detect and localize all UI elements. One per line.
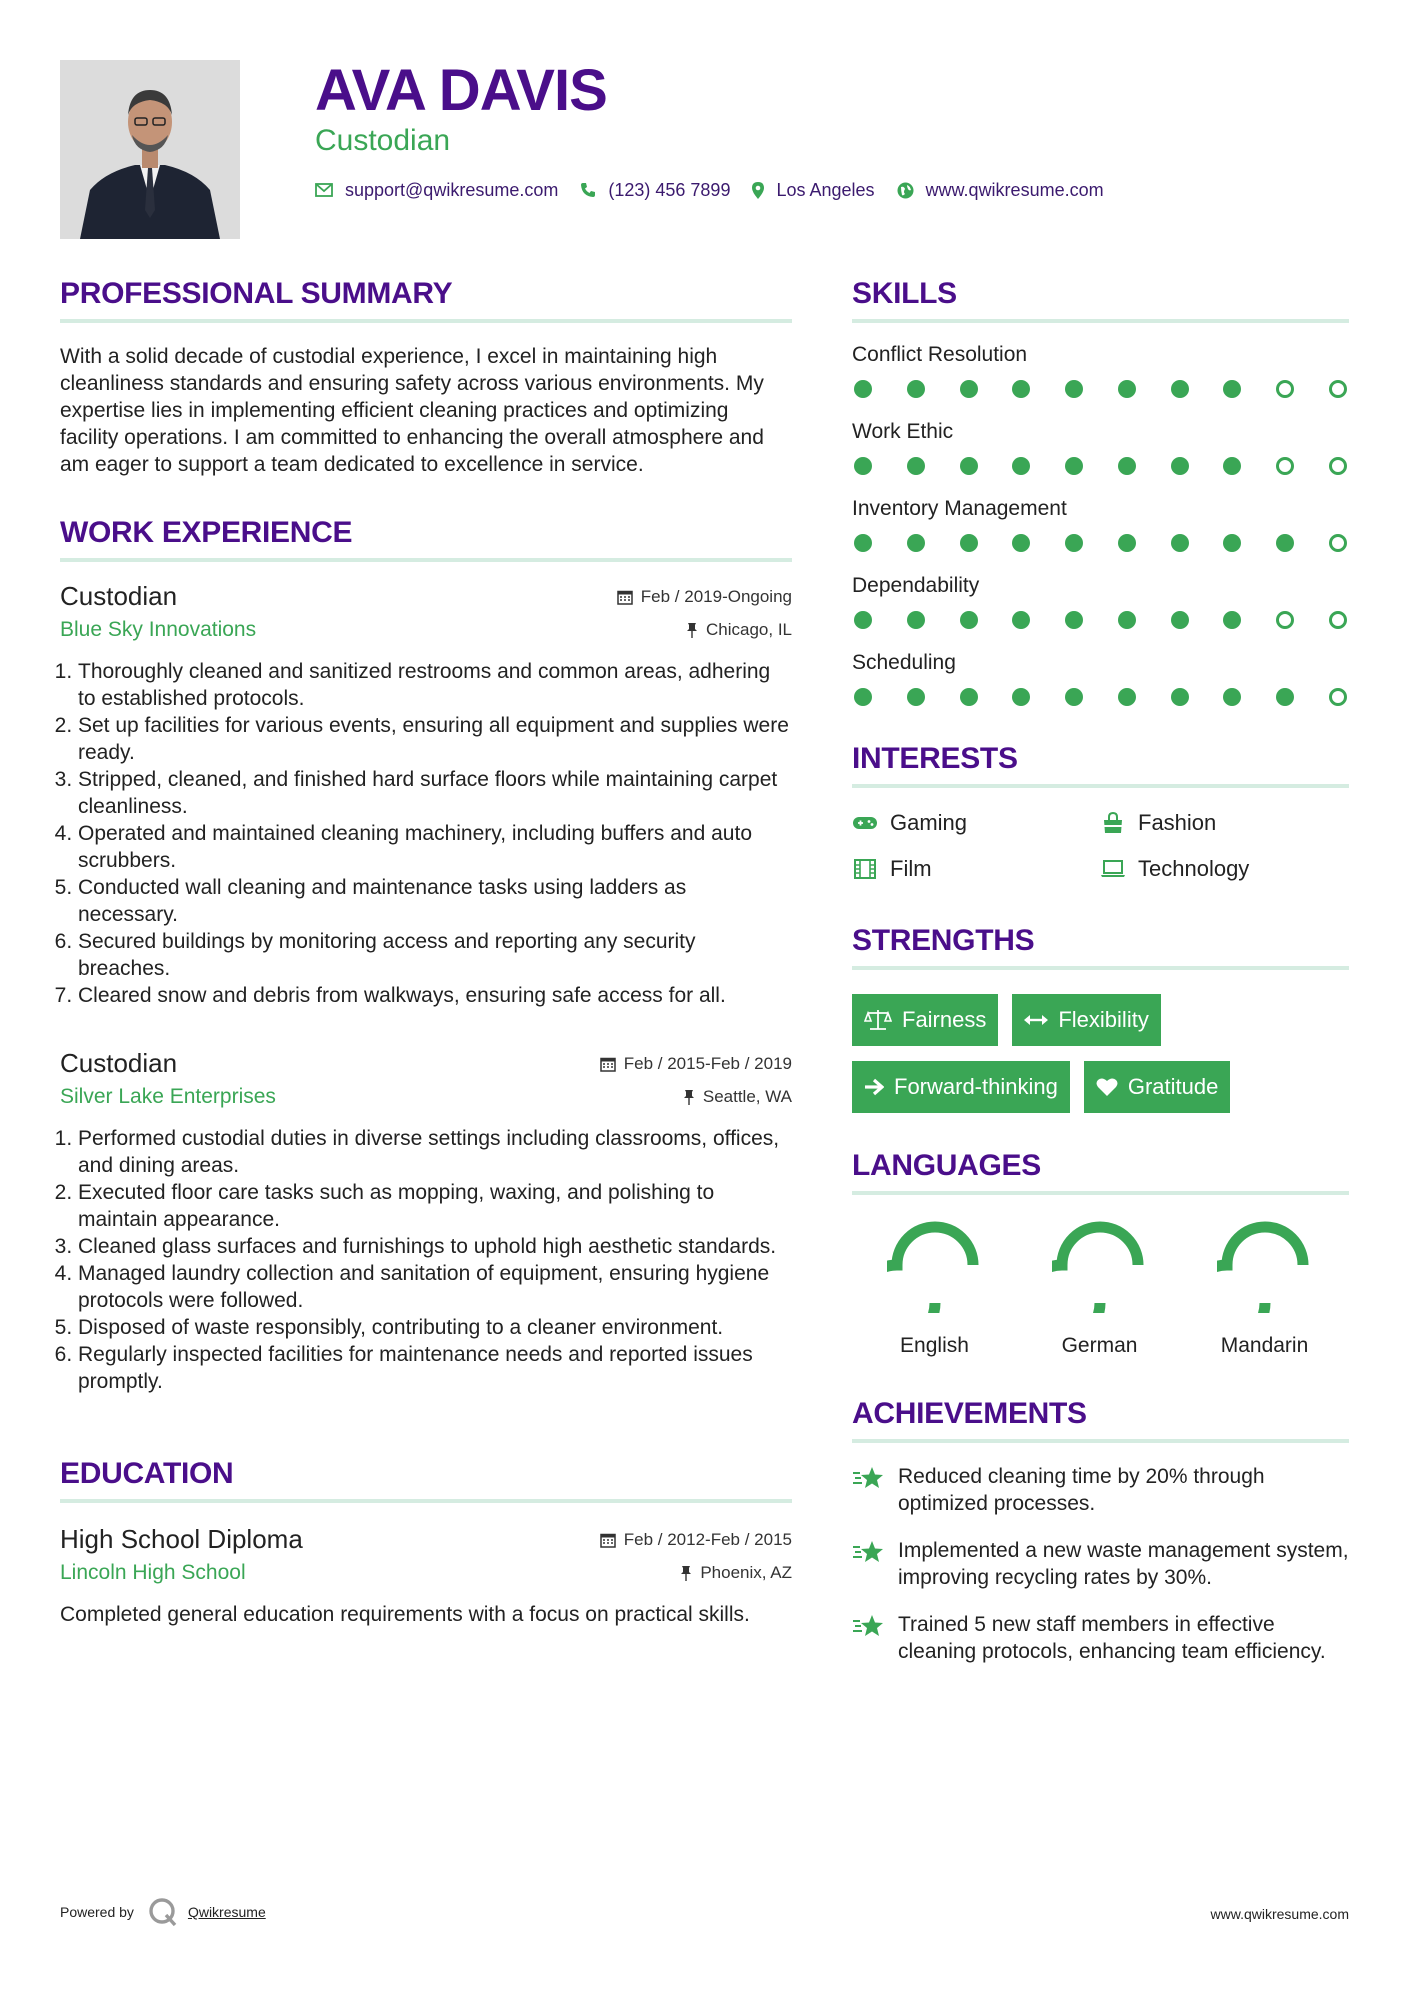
rating-dot-filled: [960, 380, 978, 398]
interest-label: Film: [890, 856, 932, 881]
left-column: [60, 275, 792, 1628]
education-entry: [60, 1523, 792, 1628]
qwikresume-logo-icon: [148, 1897, 178, 1927]
skills-list: [852, 341, 1349, 706]
rating-dot-filled: [1118, 688, 1136, 706]
list-item: 1. Performed custodial duties in diverse settings including classrooms, offices, and dining areas.: [78, 1125, 792, 1179]
interests-section: [852, 740, 1349, 882]
job-location: [686, 620, 792, 640]
section-title: WORK EXPERIENCE: [60, 516, 353, 549]
language-gauge: [1217, 1217, 1313, 1313]
section-title: STRENGTHS: [852, 924, 1035, 957]
list-item: 3. Stripped, cleaned, and finished hard surface floors while maintaining carpet cleanliness.: [78, 766, 792, 820]
achievement-item: [852, 1537, 1349, 1591]
rating-dot-filled: [1223, 611, 1241, 629]
list-item: 2. Set up facilities for various events, ensuring all equipment and supplies were ready.: [78, 712, 792, 766]
skill-rating: [852, 611, 1349, 629]
experience-section: [60, 514, 792, 1395]
rating-dot-filled: [1118, 380, 1136, 398]
rating-dot-filled: [1118, 534, 1136, 552]
skill-rating: [852, 457, 1349, 475]
contact-location: Los Angeles: [776, 179, 875, 200]
summary-text: With a solid decade of custodial experience, I excel in maintaining high cleanliness standards and ensuring safety across various environments. My expertise lies in implementing efficient cleaning practices and optimizing facility operations. I am committed to enhancing the overall atmosphere and am eager to support a team dedicated to excellence in service.: [60, 345, 764, 476]
rating-dot-filled: [907, 688, 925, 706]
achievement-text: Reduced cleaning time by 20% through optimized processes.: [898, 1465, 1265, 1515]
interests-list: [852, 810, 1349, 882]
achievement-text: Trained 5 new staff members in effective cleaning protocols, enhancing team efficiency.: [898, 1613, 1326, 1663]
duty-list: [60, 1125, 792, 1395]
language-item: [1017, 1217, 1182, 1359]
list-item: 3. Cleaned glass surfaces and furnishings to uphold high aesthetic standards.: [78, 1233, 792, 1260]
language-name: English: [900, 1334, 969, 1357]
education-dates: [600, 1530, 792, 1550]
skill-name: Conflict Resolution: [852, 343, 1028, 366]
rating-dot-filled: [1012, 380, 1030, 398]
skill-rating: [852, 380, 1349, 398]
section-title: LANGUAGES: [852, 1149, 1041, 1182]
footer-website[interactable]: www.qwikresume.com: [1210, 1906, 1349, 1922]
right-column: [852, 275, 1349, 1665]
rating-dot-filled: [1223, 688, 1241, 706]
rating-dot-filled: [1065, 611, 1083, 629]
summary-section: [60, 275, 792, 478]
interest-item: [852, 856, 1100, 882]
language-name: German: [1061, 1334, 1138, 1357]
rating-dot-filled: [960, 611, 978, 629]
job-company: Silver Lake Enterprises: [60, 1085, 276, 1108]
skill-rating: [852, 688, 1349, 706]
rating-dot-filled: [1012, 688, 1030, 706]
skill-name: Work Ethic: [852, 420, 954, 443]
degree-title: High School Diploma: [60, 1524, 303, 1554]
list-item: 1. Thoroughly cleaned and sanitized restrooms and common areas, adhering to established protocols.: [78, 658, 792, 712]
achievement-item: [852, 1611, 1349, 1665]
pushpin-icon: [686, 622, 698, 638]
rating-dot-filled: [1223, 380, 1241, 398]
job-dates-text: Feb / 2019-Ongoing: [640, 587, 792, 606]
section-divider: [852, 784, 1349, 788]
interest-label: Gaming: [890, 810, 968, 835]
section-title: INTERESTS: [852, 742, 1018, 775]
language-gauge-arc: [887, 1227, 973, 1313]
rating-dot-filled: [1171, 611, 1189, 629]
rating-dot-filled: [1171, 688, 1189, 706]
job-location-text: Seattle, WA: [702, 1087, 792, 1106]
achievement-item: [852, 1463, 1349, 1517]
languages-list: [852, 1217, 1349, 1359]
balance-scale-icon: [864, 1009, 892, 1031]
rating-dot-filled: [1012, 611, 1030, 629]
shooting-star-icon: [852, 1611, 886, 1665]
list-item: 2. Executed floor care tasks such as mopping, waxing, and polishing to maintain appearance.: [78, 1179, 792, 1233]
strength-tag: [852, 994, 998, 1046]
calendar-icon: [600, 1532, 616, 1548]
phone-icon: [580, 182, 596, 198]
arrows-h-icon: [1024, 1013, 1048, 1027]
rating-dot-filled: [1276, 688, 1294, 706]
qwikresume-link[interactable]: Qwikresume: [187, 1904, 266, 1920]
strengths-section: [852, 922, 1349, 1113]
section-title: PROFESSIONAL SUMMARY: [60, 277, 453, 310]
list-item: 6. Regularly inspected facilities for maintenance needs and reported issues promptly.: [78, 1341, 792, 1395]
duty-list: [60, 658, 792, 1009]
school-location: [680, 1563, 792, 1583]
rating-dot-filled: [960, 688, 978, 706]
map-marker-icon: [752, 182, 764, 199]
job-location-text: Chicago, IL: [706, 620, 792, 639]
list-item: 4. Operated and maintained cleaning machinery, including buffers and auto scrubbers.: [78, 820, 792, 874]
job-entry: [60, 580, 792, 1009]
rating-dot-filled: [1065, 534, 1083, 552]
interest-label: Technology: [1138, 856, 1250, 881]
section-divider: [60, 319, 792, 323]
interest-item: [852, 810, 1100, 836]
language-name: Mandarin: [1220, 1334, 1309, 1357]
job-title: Custodian: [60, 581, 178, 611]
interest-label: Fashion: [1138, 810, 1217, 835]
section-divider: [852, 1439, 1349, 1443]
rating-dot-filled: [854, 611, 872, 629]
rating-dot-filled: [1171, 534, 1189, 552]
school-location-text: Phoenix, AZ: [700, 1563, 792, 1582]
rating-dot-filled: [1171, 380, 1189, 398]
section-divider: [852, 1191, 1349, 1195]
pushpin-icon: [683, 1089, 695, 1105]
interest-item: [1100, 810, 1348, 836]
powered-by-label: Powered by: [60, 1904, 134, 1920]
strength-tag: [1012, 994, 1160, 1046]
list-item: 6. Secured buildings by monitoring access and reporting any security breaches.: [78, 928, 792, 982]
rating-dot-filled: [1276, 534, 1294, 552]
strength-tag: [1084, 1061, 1231, 1113]
language-gauge-arc: [1217, 1227, 1303, 1313]
skill-item: [852, 649, 1349, 706]
list-item: 5. Disposed of waste responsibly, contributing to a cleaner environment.: [78, 1314, 792, 1341]
job-location: [683, 1087, 792, 1107]
education-dates-text: Feb / 2012-Feb / 2015: [623, 1530, 792, 1549]
language-item: [852, 1217, 1017, 1359]
shooting-star-icon: [852, 1463, 886, 1517]
language-gauge: [1052, 1217, 1148, 1313]
section-title: SKILLS: [852, 277, 957, 310]
globe-icon: [897, 182, 914, 199]
laptop-icon: [1100, 860, 1126, 878]
skill-rating: [852, 534, 1349, 552]
rating-dot-filled: [1065, 380, 1083, 398]
envelope-icon: [315, 183, 333, 197]
rating-dot-filled: [907, 457, 925, 475]
rating-dot-filled: [854, 457, 872, 475]
heart-icon: [1096, 1077, 1118, 1097]
rating-dot-empty: [1276, 380, 1294, 398]
skill-item: [852, 418, 1349, 475]
skill-name: Inventory Management: [852, 497, 1067, 520]
rating-dot-filled: [854, 380, 872, 398]
rating-dot-filled: [1065, 457, 1083, 475]
strength-label: Fairness: [902, 1007, 987, 1032]
education-section: [60, 1455, 792, 1628]
rating-dot-empty: [1276, 457, 1294, 475]
candidate-title: Custodian: [315, 124, 451, 157]
rating-dot-filled: [960, 534, 978, 552]
rating-dot-filled: [1118, 611, 1136, 629]
rating-dot-filled: [907, 611, 925, 629]
list-item: 5. Conducted wall cleaning and maintenance tasks using ladders as necessary.: [78, 874, 792, 928]
film-icon: [852, 859, 878, 879]
skill-item: [852, 341, 1349, 398]
strength-tag: [852, 1061, 1070, 1113]
language-gauge: [887, 1217, 983, 1313]
rating-dot-filled: [854, 688, 872, 706]
list-item: 7. Cleared snow and debris from walkways, ensuring safe access for all.: [78, 982, 792, 1009]
section-divider: [852, 319, 1349, 323]
rating-dot-filled: [907, 380, 925, 398]
achievements-section: [852, 1395, 1349, 1665]
language-item: [1182, 1217, 1347, 1359]
section-divider: [60, 558, 792, 562]
rating-dot-empty: [1329, 457, 1347, 475]
job-dates: [617, 587, 792, 607]
language-gauge-arc: [1052, 1227, 1138, 1313]
shopping-bag-icon: [1100, 812, 1126, 834]
list-item: 4. Managed laundry collection and sanitation of equipment, ensuring hygiene protocols were followed.: [78, 1260, 792, 1314]
rating-dot-empty: [1329, 380, 1347, 398]
strength-label: Gratitude: [1127, 1074, 1219, 1099]
languages-section: [852, 1147, 1349, 1359]
rating-dot-filled: [1012, 457, 1030, 475]
job-dates: [600, 1054, 792, 1074]
footer-powered-by: [60, 1897, 266, 1927]
rating-dot-filled: [1065, 688, 1083, 706]
gamepad-icon: [852, 815, 878, 831]
strength-label: Forward-thinking: [894, 1074, 1058, 1099]
skill-name: Scheduling: [852, 651, 956, 674]
shooting-star-icon: [852, 1537, 886, 1591]
candidate-name: AVA DAVIS: [315, 58, 607, 123]
calendar-icon: [617, 589, 633, 605]
rating-dot-filled: [1223, 534, 1241, 552]
skill-item: [852, 495, 1349, 552]
section-divider: [60, 1499, 792, 1503]
rating-dot-filled: [1118, 457, 1136, 475]
rating-dot-filled: [960, 457, 978, 475]
school-name: Lincoln High School: [60, 1561, 246, 1584]
skill-item: [852, 572, 1349, 629]
rating-dot-empty: [1329, 534, 1347, 552]
strength-label: Flexibility: [1058, 1007, 1149, 1032]
achievement-text: Implemented a new waste management system, improving recycling rates by 30%.: [898, 1539, 1349, 1589]
pushpin-icon: [680, 1565, 692, 1581]
achievements-list: [852, 1463, 1349, 1665]
rating-dot-filled: [1012, 534, 1030, 552]
contact-website[interactable]: www.qwikresume.com: [925, 179, 1104, 200]
education-description: Completed general education requirements with a focus on practical skills.: [60, 1603, 750, 1626]
rating-dot-filled: [1223, 457, 1241, 475]
section-divider: [852, 966, 1349, 970]
section-title: EDUCATION: [60, 1457, 234, 1490]
rating-dot-empty: [1276, 611, 1294, 629]
contact-phone[interactable]: (123) 456 7899: [608, 179, 731, 200]
job-dates-text: Feb / 2015-Feb / 2019: [623, 1054, 792, 1073]
rating-dot-filled: [907, 534, 925, 552]
calendar-icon: [600, 1056, 616, 1072]
section-title: ACHIEVEMENTS: [852, 1397, 1087, 1430]
contact-email[interactable]: support@qwikresume.com: [345, 179, 559, 200]
job-entry: [60, 1047, 792, 1395]
interest-item: [1100, 856, 1348, 882]
strengths-list: [852, 994, 1349, 1113]
contact-bar: [315, 178, 1126, 202]
rating-dot-filled: [1171, 457, 1189, 475]
arrow-right-icon: [864, 1078, 884, 1096]
job-title: Custodian: [60, 1048, 178, 1078]
profile-photo: [60, 60, 240, 239]
job-company: Blue Sky Innovations: [60, 618, 257, 641]
rating-dot-filled: [854, 534, 872, 552]
rating-dot-empty: [1329, 688, 1347, 706]
skills-section: [852, 275, 1349, 706]
rating-dot-empty: [1329, 611, 1347, 629]
skill-name: Dependability: [852, 574, 980, 597]
